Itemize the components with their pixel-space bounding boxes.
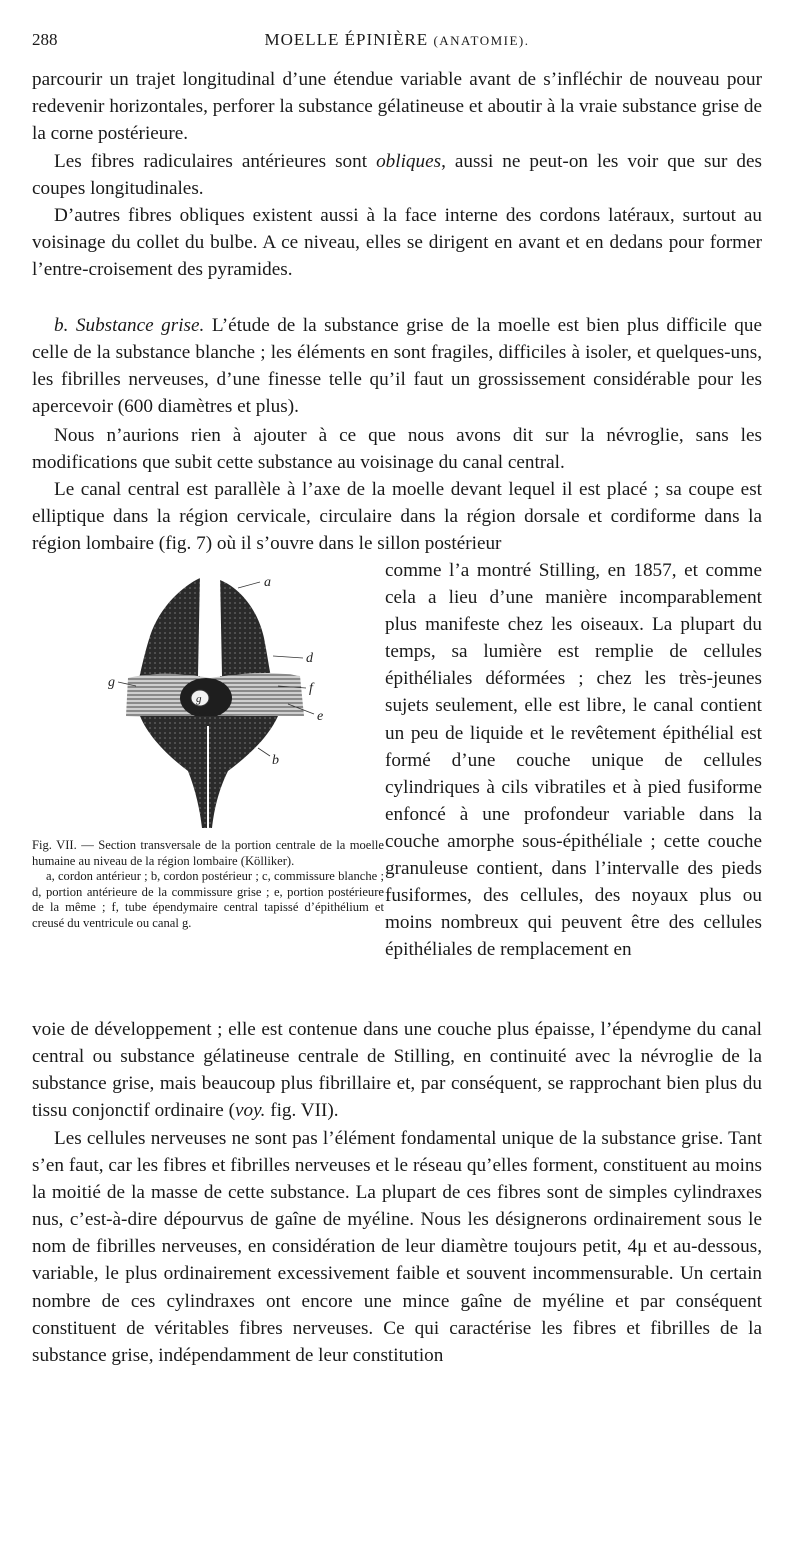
emphasis-text: obliques	[376, 151, 442, 172]
figure-caption	[32, 838, 384, 932]
paragraph-central-canal-wrap	[385, 557, 762, 963]
paragraph-text: L’étude de la substance grise de la moelle est bien plus difficile que celle de la substance blanche ; les éléments en sont fragiles, difficiles à isoler, et quelques-uns, les fibrilles nerveuses, d’une finesse telle qu’il faut un grossissement considérable pour les apercevoir (600 diamètres et plus).	[32, 315, 762, 418]
figure-label-e: e	[317, 709, 324, 724]
posterior-right-mass	[208, 716, 278, 828]
running-title	[32, 30, 762, 50]
running-title-main: MOELLE ÉPINIÈRE	[264, 30, 429, 49]
paragraph-text: fig. VII).	[265, 1100, 339, 1122]
spinal-cord-illustration	[88, 566, 378, 836]
paragraph-anterior-fibres	[32, 148, 762, 202]
posterior-left-mass	[140, 716, 208, 828]
page-number: 288	[32, 30, 58, 49]
paragraph-text: D’autres fibres obliques existent aussi à la face interne des cordons latéraux, surtout au voisinage du collet du bulbe. A ce niveau, elles se dirigent en avant et en dedans pour former l’entre-croisement des pyramides.	[32, 205, 762, 281]
caption-legend: a, cordon antérieur ; b, cordon postérieur ; c, commissure blanche ; d, portion antérieure de la commissure grise ; e, portion postérieure de la même ; f, tube épendymaire central tapissé d’épithélium et creusé du ventricule ou canal g.	[32, 869, 384, 930]
paragraph-neuroglia	[32, 422, 762, 476]
paragraph-nerve-cells	[32, 1125, 762, 1369]
paragraph-grey-substance	[32, 312, 762, 420]
paragraph-text: Le canal central est parallèle à l’axe de la moelle devant lequel il est placé ; sa coupe est elliptique dans la région cervicale, circulaire dans la région dorsale et cordiforme dans la région lombaire (fig. 7) où il s’ouvre dans le sillon postérieur	[32, 479, 762, 555]
paragraph-central-canal-end	[32, 1016, 762, 1124]
figure-label-f: f	[309, 681, 313, 696]
section-heading: b. Substance grise.	[54, 315, 205, 336]
paragraph-central-canal	[32, 476, 762, 557]
emphasis-text: voy.	[235, 1100, 266, 1122]
paragraph-text: comme l’a montré Stilling, en 1857, et comme cela a lieu d’une manière incomparablement plus manifeste chez les oiseaux. La plupart du temps, sa lumière est remplie de cellules épithéliales déformées ; chez les très-jeunes sujets seulement, elle est libre, le canal contient un peu de liquide et le revêtement épithélial est formé d’une couche unique de cellules cylindriques à cils vibratiles et à pied fusiforme enfoncé à une profondeur variable dans la couche amorphe sous-épithéliale ; cette couche granuleuse contient, dans l’intervalle des pieds fusiformes, des cellules, des noyaux plus ou moins nombreux qui peuvent être des cellules épithéliales de remplacement en	[385, 560, 762, 961]
paragraph-oblique-fibres	[32, 202, 762, 283]
anterior-median-fissure	[198, 574, 222, 676]
paragraph-text: parcourir un trajet longitudinal d’une étendue variable avant de s’infléchir de nouveau pour redevenir horizontales, perforer la substance gélatineuse et aboutir à la vraie substance grise de la corne postérieure.	[32, 69, 762, 145]
paragraph-text: , aussi ne peut-on les voir que sur des coupes longitudinales.	[32, 151, 762, 200]
page-header	[32, 30, 762, 56]
paragraph-text: Les cellules nerveuses ne sont pas l’élément fondamental unique de la substance grise. Tant s’en faut, car les fibres et fibrilles nerveuses et le réseau qu’elles forment, constituent au moins la moitié de la masse de cette substance. La plupart de ces fibres sont de simples cylindraxes nus, c’est-à-dire dépourvus de gaîne de myéline. Nous les désignerons ordinairement sous le nom de fibrilles nerveuses, en considération de leur diamètre toujours petit, 4μ et au-dessous, variable, le plus ordinairement excessivement faible et souvent incommensurable. Un certain nombre de ces cylindraxes ont encore une mince gaîne de myéline et par conséquent constituent de véritables fibres nerveuses. Ce qui caractérise les fibres et fibrilles de la substance grise, indépendamment de leur constitution	[32, 1128, 762, 1366]
figure-label-a: a	[264, 575, 271, 590]
figure-label-d: d	[306, 651, 313, 666]
caption-title: Fig. VII. — Section transversale de la portion centrale de la moelle humaine au niveau de la région lombaire (Kölliker).	[32, 838, 384, 868]
paragraph-text: Les fibres radiculaires antérieures sont	[54, 151, 377, 172]
figure-spinal-cord-section	[88, 566, 378, 836]
figure-label-g-canal: g	[196, 693, 202, 705]
figure-label-g-left: g	[108, 675, 115, 690]
paragraph-text: voie de développement ; elle est contenue dans une couche plus épaisse, l’épendyme du canal central ou substance gélatineuse centrale de Stilling, en continuité avec la névroglie de la substance grise, mais beaucoup plus fibrillaire et, par conséquent, se rapprochant bien plus du tissu conjonctif ordinaire (	[32, 1019, 762, 1122]
figure-label-b: b	[272, 753, 279, 768]
paragraph-text: Nous n’aurions rien à ajouter à ce que nous avons dit sur la névroglie, sans les modifications que subit cette substance au voisinage du canal central.	[32, 425, 762, 474]
paragraph-continued	[32, 66, 762, 147]
running-title-sub: (ANATOMIE).	[433, 33, 530, 48]
